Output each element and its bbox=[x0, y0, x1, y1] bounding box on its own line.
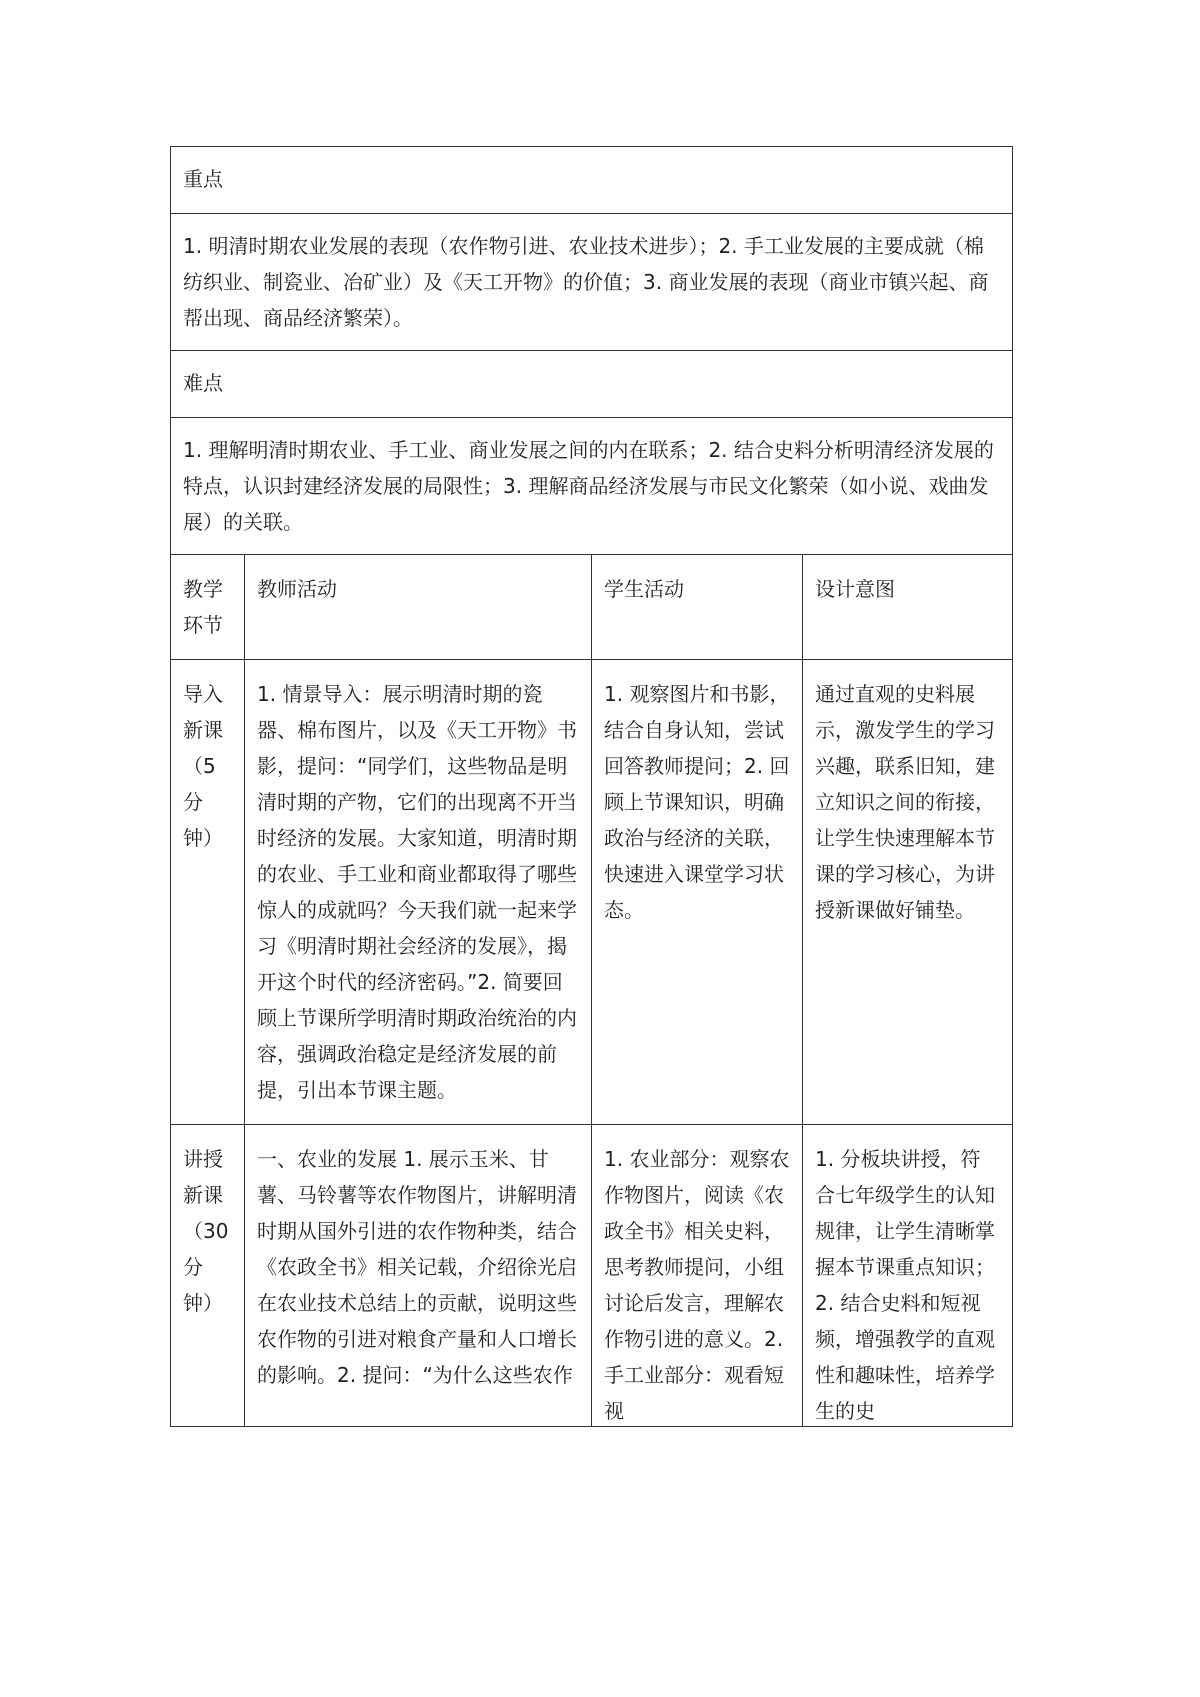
key-points-label: 重点 bbox=[171, 147, 1013, 214]
row-student-activity bbox=[592, 1125, 803, 1427]
header-teacher-activity: 教师活动 bbox=[245, 555, 592, 660]
difficult-points-label: 难点 bbox=[171, 351, 1013, 418]
row-design-intent-text: 1. 分板块讲授，符合七年级学生的认知规律，让学生清晰掌握本节课重点知识；2. 结合史料和短视频，增强教学的直观性和趣味性，培养学生的史 bbox=[815, 1147, 995, 1423]
table-row bbox=[171, 660, 1013, 1125]
difficult-points-text-row bbox=[171, 418, 1013, 555]
row-student-activity-text: 1. 农业部分：观察农作物图片，阅读《农政全书》相关史料，思考教师提问，小组讨论后发言，理解农作物引进的意义。2. 手工业部分：观看短视 bbox=[604, 1147, 790, 1423]
header-design-intent: 设计意图 bbox=[803, 555, 1013, 660]
row-teacher-activity bbox=[245, 1125, 592, 1427]
row-stage: 导入新课（5分钟） bbox=[171, 660, 245, 1125]
row-stage bbox=[171, 1125, 245, 1427]
header-stage: 教学环节 bbox=[171, 555, 245, 660]
difficult-points-text: 1. 理解明清时期农业、手工业、商业发展之间的内在联系；2. 结合史料分析明清经济发展的特点，认识封建经济发展的局限性；3. 理解商品经济发展与市民文化繁荣（如小说、戏曲发展）的关联。 bbox=[171, 418, 1013, 555]
row-student-activity: 1. 观察图片和书影，结合自身认知，尝试回答教师提问；2. 回顾上节课知识，明确政治与经济的关联，快速进入课堂学习状态。 bbox=[592, 660, 803, 1125]
key-points-label-row bbox=[171, 147, 1013, 214]
row-teacher-activity-text: 一、农业的发展 1. 展示玉米、甘薯、马铃薯等农作物图片，讲解明清时期从国外引进的农作物种类，结合《农政全书》相关记载，介绍徐光启在农业技术总结上的贡献，说明这些农作物的引进对粮食产量和人口增长的影响。2. 提问：“为什么这些农作 bbox=[257, 1147, 577, 1387]
table-row bbox=[171, 1125, 1013, 1427]
lesson-plan-table bbox=[170, 146, 1013, 1427]
row-design-intent bbox=[803, 1125, 1013, 1427]
key-points-text-row bbox=[171, 214, 1013, 351]
key-points-text: 1. 明清时期农业发展的表现（农作物引进、农业技术进步）；2. 手工业发展的主要成就（棉纺织业、制瓷业、冶矿业）及《天工开物》的价值；3. 商业发展的表现（商业市镇兴起、商帮出现、商品经济繁荣）。 bbox=[171, 214, 1013, 351]
row-design-intent: 通过直观的史料展示，激发学生的学习兴趣，联系旧知，建立知识之间的衔接，让学生快速理解本节课的学习核心，为讲授新课做好铺垫。 bbox=[803, 660, 1013, 1125]
table-header-row bbox=[171, 555, 1013, 660]
difficult-points-label-row bbox=[171, 351, 1013, 418]
row-teacher-activity: 1. 情景导入：展示明清时期的瓷器、棉布图片，以及《天工开物》书影，提问：“同学们，这些物品是明清时期的产物，它们的出现离不开当时经济的发展。大家知道，明清时期的农业、手工业和商业都取得了哪些惊人的成就吗？今天我们就一起来学习《明清时期社会经济的发展》，揭开这个时代的经济密码。”2. 简要回顾上节课所学明清时期政治统治的内容，强调政治稳定是经济发展的前提，引出本节课主题。 bbox=[245, 660, 592, 1125]
header-student-activity: 学生活动 bbox=[592, 555, 803, 660]
row-stage-text: 讲授新课（30分钟） bbox=[183, 1147, 229, 1315]
